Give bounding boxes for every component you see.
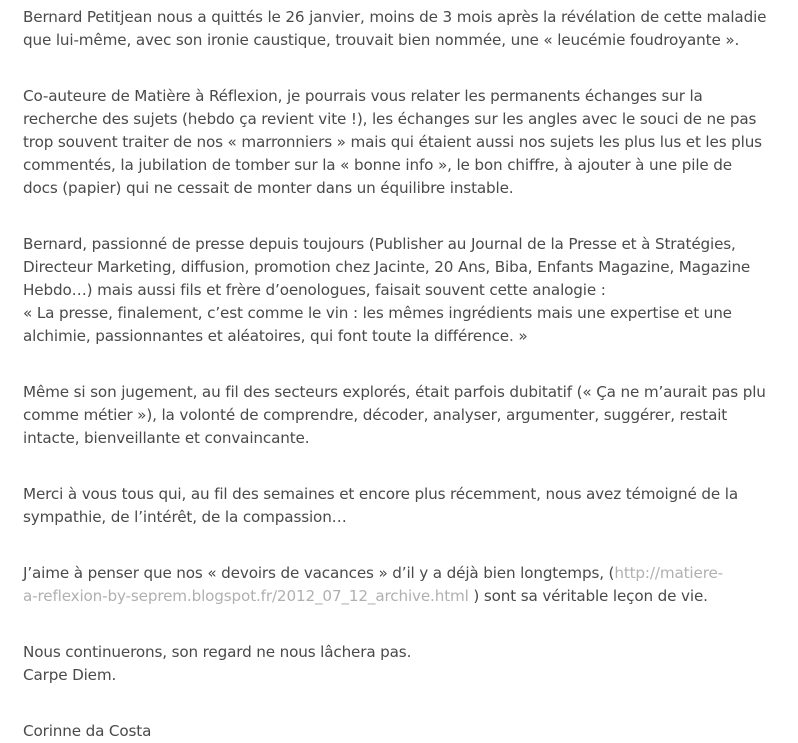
archive-link[interactable]: http://matiere- [614,564,723,582]
text-segment: J’aime à penser que nos « devoirs de vacances » d’il y a déjà bien longtemps, ( [23,564,615,582]
text-line: Nous continuerons, son regard ne nous lâchera pas. [23,643,412,661]
text-line [23,585,793,608]
text-line: Co-auteure de Matière à Réflexion, je pourrais vous relater les permanents échanges sur la [23,87,703,105]
paragraph-career [23,233,793,348]
text-line: docs (papier) qui ne cessait de monter dans un équilibre instable. [23,179,514,197]
text-line [23,562,793,585]
text-line: comme métier »), la volonté de comprendre, décoder, analyser, argumenter, suggérer, restait [23,406,728,424]
paragraph-coauthor [23,85,793,200]
text-line: Merci à vous tous qui, au fil des semaines et encore plus récemment, nous avez témoigné de la [23,485,738,503]
text-line: recherche des sujets (hebdo ça revient vite !), les échanges sur les angles avec le souci de ne pas [23,110,757,128]
paragraph-thanks [23,483,793,529]
text-line: Carpe Diem. [23,666,117,684]
text-line: Bernard, passionné de presse depuis toujours (Publisher au Journal de la Presse et à Stratégies, [23,235,736,253]
text-line: commentés, la jubilation de tomber sur la « bonne info », le bon chiffre, à ajouter à une pile de [23,156,732,174]
text-line: Bernard Petitjean nous a quittés le 26 janvier, moins de 3 mois après la révélation de cette maladie [23,8,767,26]
text-line: que lui-même, avec son ironie caustique, trouvait bien nommée, une « leucémie foudroyante ». [23,31,740,49]
text-line: alchimie, passionnantes et aléatoires, qui font toute la différence. » [23,327,528,345]
text-line: trop souvent traiter de nos « marronniers » mais qui étaient aussi nos sujets les plus lus et les plus [23,133,762,151]
text-line: « La presse, finalement, c’est comme le vin : les mêmes ingrédients mais une expertise et une [23,304,732,322]
text-line: intacte, bienveillante et convaincante. [23,429,310,447]
paragraph-announcement [23,6,793,52]
text-line: Hebdo…) mais aussi fils et frère d’oenologues, faisait souvent cette analogie : [23,281,606,299]
author-name: Corinne da Costa [23,722,152,740]
paragraph-vacation-homework [23,562,793,608]
text-line: Directeur Marketing, diffusion, promotion chez Jacinte, 20 Ans, Biba, Enfants Magazine, Magazine [23,258,751,276]
paragraph-closing [23,641,793,687]
text-line: Même si son jugement, au fil des secteurs explorés, était parfois dubitatif (« Ça ne m’aurait pas plu [23,383,766,401]
text-segment: ) sont sa véritable leçon de vie. [468,587,708,605]
paragraph-judgement [23,381,793,450]
signature [23,720,793,743]
text-line: sympathie, de l’intérêt, de la compassion… [23,508,347,526]
archive-link-continued[interactable]: a-reflexion-by-seprem.blogspot.fr/2012_07_12_archive.html [23,587,469,605]
